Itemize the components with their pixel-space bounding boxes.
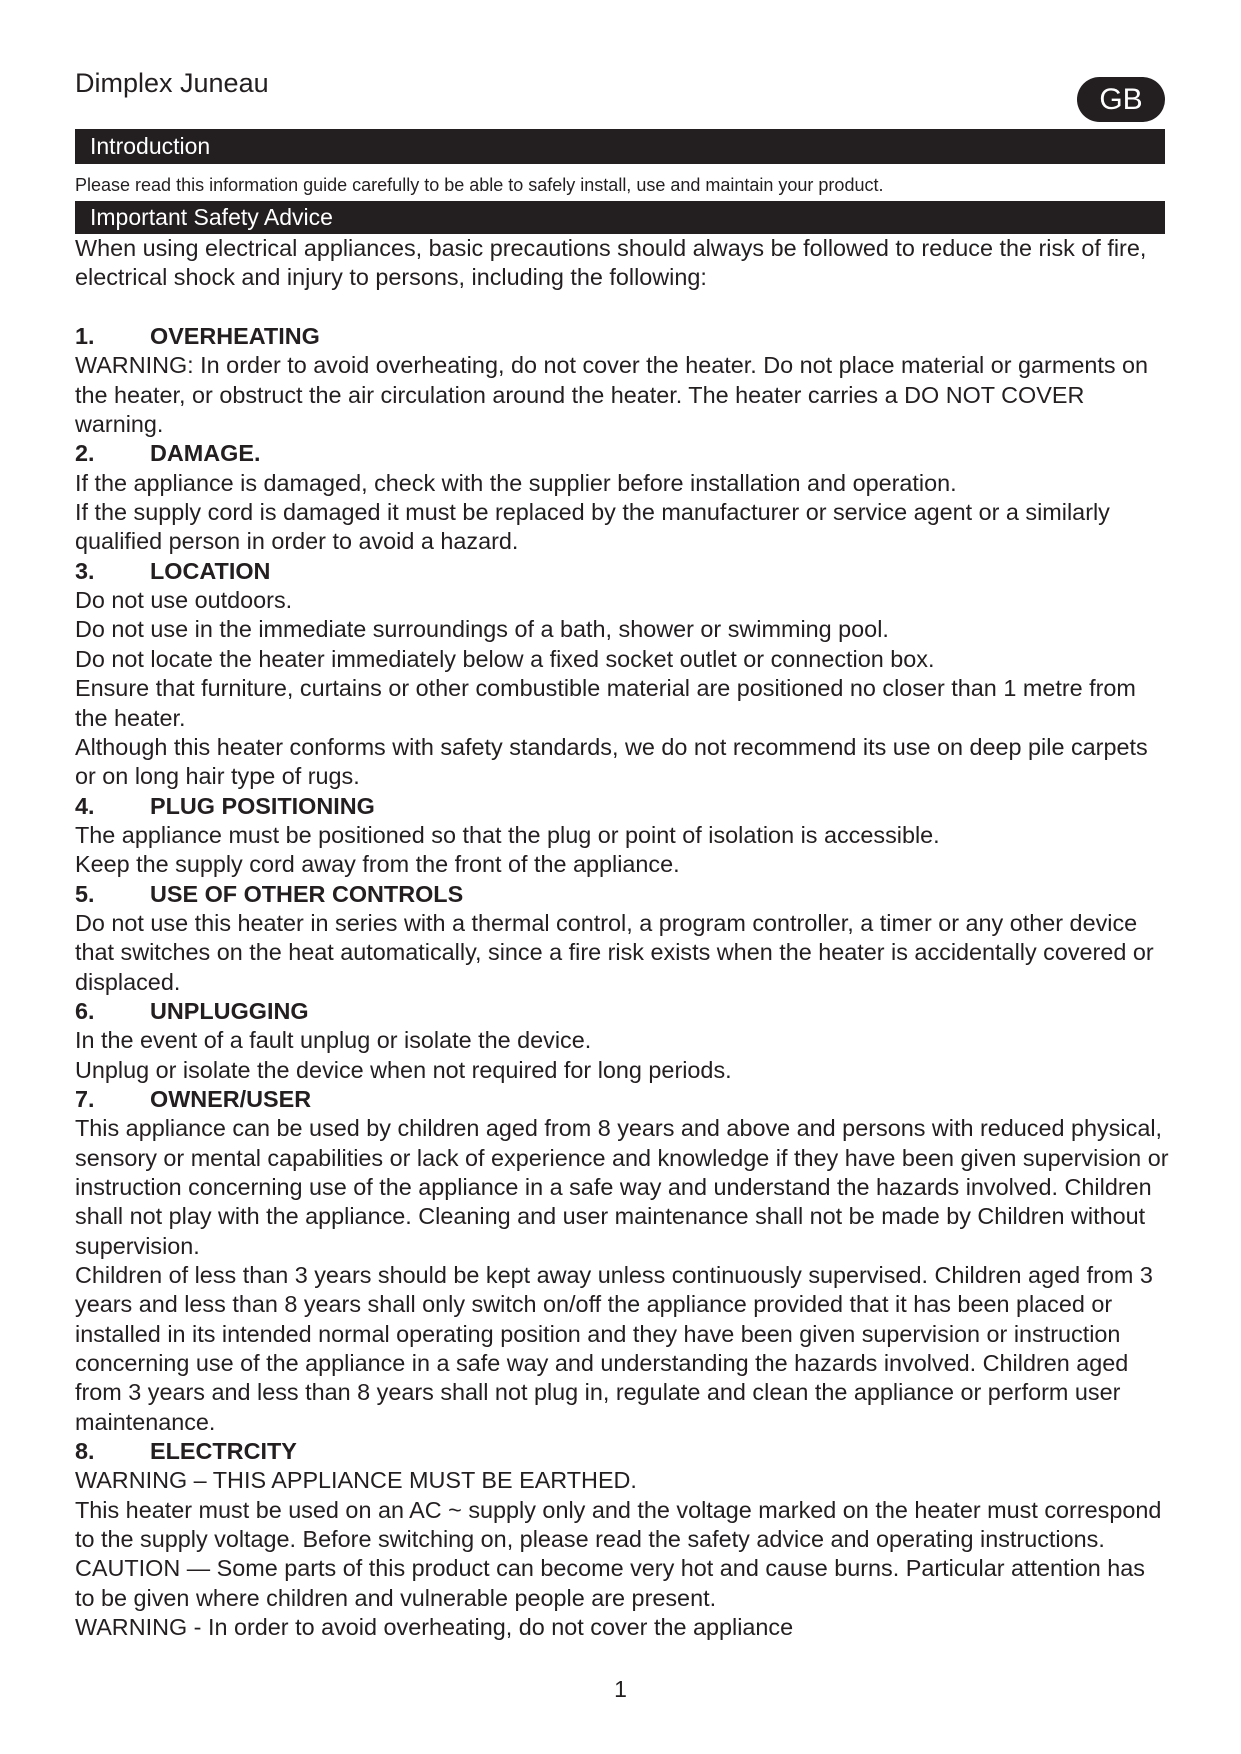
section-heading — [75, 997, 1170, 1026]
section-number: 6. — [75, 997, 95, 1024]
document-title: Dimplex Juneau — [75, 68, 269, 98]
section-paragraph: WARNING - In order to avoid overheating, do not cover the appliance — [75, 1614, 794, 1641]
section-title: LOCATION — [150, 557, 271, 584]
introduction-text: Please read this information guide carefully to be able to safely install, use and maintain your product. — [75, 175, 884, 195]
section-paragraph: Unplug or isolate the device when not required for long periods. — [75, 1056, 732, 1083]
section-heading — [75, 1437, 1170, 1466]
section-title: OWNER/USER — [150, 1085, 312, 1112]
section-paragraph: Keep the supply cord away from the front of the appliance. — [75, 851, 680, 878]
section-paragraph: CAUTION — Some parts of this product can become very hot and cause burns. Particular attention has to be given where children and vulnerable people are present. — [75, 1555, 1145, 1611]
section-paragraph: This heater must be used on an AC ~ supply only and the voltage marked on the heater must correspond to the supply voltage. Before switching on, please read the safety advice and operating instructions. — [75, 1496, 1162, 1553]
section-paragraph: Do not use outdoors. — [75, 587, 293, 614]
introduction-heading-bar: Introduction — [75, 129, 1165, 164]
section-number: 4. — [75, 792, 95, 819]
section-number: 3. — [75, 557, 95, 584]
page-number: 1 — [614, 1676, 627, 1702]
section-title: USE OF OTHER CONTROLS — [150, 880, 464, 907]
safety-intro: When using electrical appliances, basic precautions should always be followed to reduce the risk of fire, electrical shock and injury to persons, including the following: — [75, 235, 1147, 291]
section-paragraph: If the supply cord is damaged it must be replaced by the manufacturer or service agent or a similarly qualified person in order to avoid a hazard. — [75, 499, 1110, 555]
section-title: UNPLUGGING — [150, 997, 309, 1024]
section-heading — [75, 1085, 1170, 1114]
section-paragraph: Ensure that furniture, curtains or other combustible material are positioned no closer than 1 metre from the heater. — [75, 675, 1136, 731]
section-paragraph: Although this heater conforms with safety standards, we do not recommend its use on deep pile carpets or on long hair type of rugs. — [75, 733, 1148, 790]
section-paragraph: Children of less than 3 years should be kept away unless continuously supervised. Children aged from 3 years and less than 8 years shall only switch on/off the appliance provided that it has been placed or installed in its intended normal operating position and they have been given supervision or instruction concerning use of the appliance in a safe way and understanding the hazards involved. Children aged from 3 years and less than 8 years shall not plug in, regulate and clean the appliance or perform user maintenance. — [75, 1262, 1153, 1435]
section-paragraph: WARNING: In order to avoid overheating, do not cover the heater. Do not place material or garments on the heater, or obstruct the air circulation around the heater. The heater carries a DO NOT COVER warning. — [75, 352, 1149, 438]
section-heading — [75, 557, 1170, 586]
section-title: OVERHEATING — [150, 323, 320, 350]
section-number: 5. — [75, 880, 95, 907]
section-number: 1. — [75, 323, 95, 350]
section-heading — [75, 439, 1170, 468]
section-heading — [75, 322, 1170, 351]
section-paragraph: Do not use this heater in series with a thermal control, a program controller, a timer or any other device that switches on the heat automatically, since a fire risk exists when the heater is accidentally covered or displaced. — [75, 909, 1154, 995]
section-heading — [75, 792, 1170, 821]
section-paragraph: This appliance can be used by children aged from 8 years and above and persons with reduced physical, sensory or mental capabilities or lack of experience and knowledge if they have been given supervision or instruction concerning use of the appliance in a safe way and understand the hazards involved. Children shall not play with the appliance. Cleaning and user maintenance shall not be made by Children without supervision. — [75, 1115, 1169, 1259]
section-title: ELECTRCITY — [150, 1438, 297, 1465]
section-paragraph: If the appliance is damaged, check with the supplier before installation and operation. — [75, 469, 957, 496]
section-paragraph: In the event of a fault unplug or isolate the device. — [75, 1027, 592, 1054]
section-title: PLUG POSITIONING — [150, 792, 375, 819]
section-number: 7. — [75, 1085, 95, 1112]
section-paragraph: WARNING – THIS APPLIANCE MUST BE EARTHED. — [75, 1467, 637, 1494]
section-number: 8. — [75, 1438, 95, 1465]
section-heading — [75, 880, 1170, 909]
language-badge: GB — [1077, 77, 1165, 122]
safety-advice-body — [75, 234, 1170, 1643]
section-paragraph: Do not use in the immediate surroundings of a bath, shower or swimming pool. — [75, 616, 889, 643]
section-number: 2. — [75, 440, 95, 467]
section-paragraph: Do not locate the heater immediately below a fixed socket outlet or connection box. — [75, 645, 935, 672]
section-title: DAMAGE. — [150, 440, 261, 467]
safety-heading-bar: Important Safety Advice — [75, 201, 1165, 234]
section-paragraph: The appliance must be positioned so that the plug or point of isolation is accessible. — [75, 821, 940, 848]
